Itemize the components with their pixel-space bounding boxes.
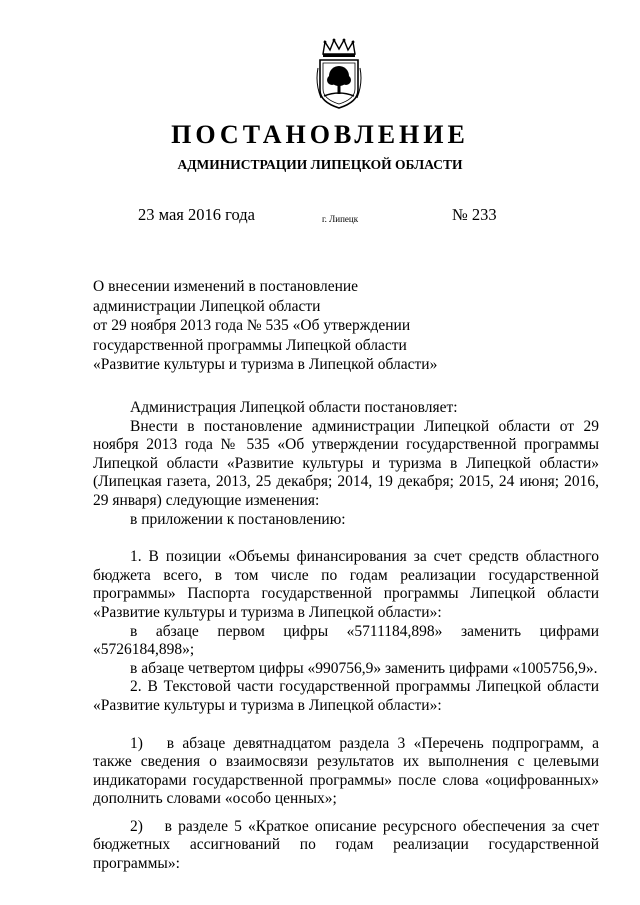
document-number: № 233 [452,205,497,224]
paragraph-subitem-1: 1) в абзаце девятнадцатом раздела 3 «Перечень подпрограмм, а также сведения о взаимосвязи результатов их выполнения с целевыми индикаторами государственной программы» после слова «оцифрованных» дополнить словами «особо ценных»; [93,734,599,808]
document-date: 23 мая 2016 года [138,205,255,224]
paragraph-item-2: 2. В Текстовой части государственной программы Липецкой области «Развитие культуры и туризма в Липецкой области»: [93,678,599,714]
paragraph-fourth-abzac: в абзаце четвертом цифры «990756,9» заменить цифрами «1005756,9». [130,659,598,677]
heading-line: администрации Липецкой области [93,297,321,315]
document-subtitle: АДМИНИСТРАЦИИ ЛИПЕЦКОЙ ОБЛАСТИ [177,157,463,172]
heading-line: от 29 ноября 2013 года № 535 «Об утверждении [93,317,411,334]
paragraph-appendix: в приложении к постановлению: [130,510,346,528]
heading-line: государственной программы Липецкой области [93,336,407,354]
heading-line: «Развитие культуры и туризма в Липецкой области» [93,356,438,373]
document-body [93,399,599,874]
coat-of-arms-icon [315,38,363,110]
paragraph-item-1: 1. В позиции «Объемы финансирования за счет средств областного бюджета всего, в том числе по годам реализации государственной программы» Паспорта государственной программы Липецкой области «Развитие культуры и туризма в Липецкой области»: [93,548,599,621]
document-city: г. Липецк [322,214,359,224]
document-title: ПОСТАНОВЛЕНИЕ [171,120,469,149]
paragraph-amend: Внести в постановление администрации Липецкой области от 29 ноября 2013 года № 535 «Об утверждении государственной программы Липецкой области «Развитие культуры и туризма в Липецкой области» (Липецкая газета, 2013, 25 декабря; 2014, 19 декабря; 2015, 24 июня; 2016, 29 января) следующие изменения: [93,417,599,509]
paragraph-first-abzac: в абзаце первом цифры «5711184,898» заменить цифрами «5726184,898»; [93,622,599,659]
heading-line: О внесении изменений в постановление [93,278,359,295]
document-heading [93,277,513,375]
paragraph-decree: Администрация Липецкой области постановляет: [130,399,458,416]
paragraph-subitem-2: 2) в разделе 5 «Краткое описание ресурсного обеспечения за счет бюджетных ассигнований по годам реализации государственной программы»: [93,817,599,873]
